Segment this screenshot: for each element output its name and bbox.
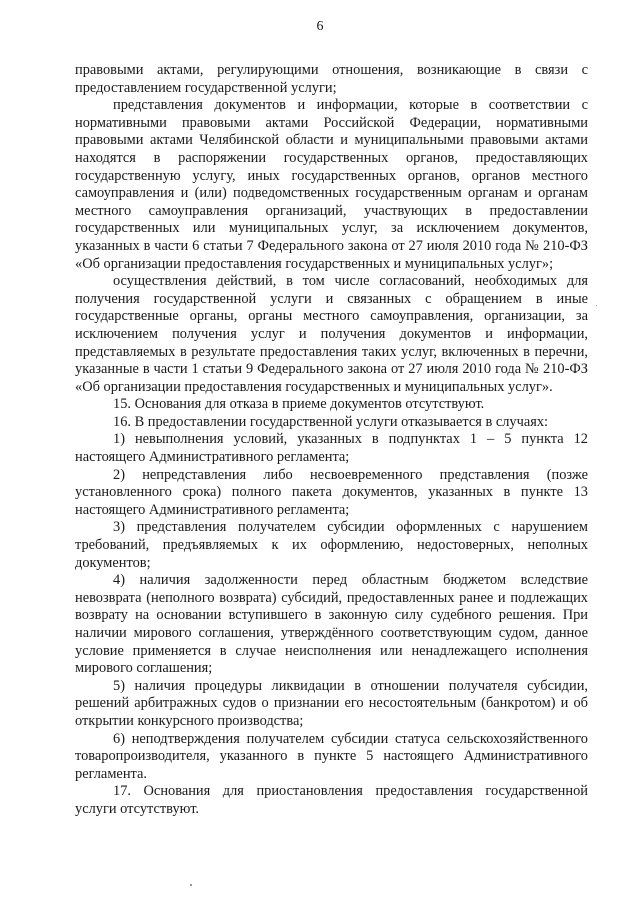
- clause-16-item-5: 5) наличия процедуры ликвидации в отношении получателя субсидии, решений арбитражных судов о признании его несостоятельным (банкротом) и об открытии конкурсного производства;: [75, 677, 588, 729]
- clause-16: 16. В предоставлении государственной услуги отказывается в случаях:: [113, 413, 549, 430]
- clause-15: 15. Основания для отказа в приеме документов отсутствуют.: [113, 396, 485, 413]
- scan-speck: [190, 884, 192, 886]
- clause-16-item-6: 6) неподтверждения получателем субсидии статуса сельскохозяйственного товаропроизводителя, указанного в пункте 5 настоящего Административного регламента.: [75, 730, 588, 782]
- paragraph-continuation: правовыми актами, регулирующими отношения, возникающие в связи с предоставлением государственной услуги;: [75, 62, 588, 96]
- document-body: [75, 62, 588, 819]
- scan-speck: [596, 305, 597, 306]
- clause-16-item-4: 4) наличия задолженности перед областным бюджетом вследствие невозврата (неполного возврата) субсидий, предоставленных ранее и подлежащих возврату на основании вступившего в законную силу судебного решения. При наличии мирового соглашения, утверждённого соответствующим судом, данное условие применяется в случае неисполнения или ненадлежащего исполнения мирового соглашения;: [75, 572, 588, 677]
- paragraph-actions-approvals: осуществления действий, в том числе согласований, необходимых для получения государственной услуги и связанных с обращением в иные государственные органы, органы местного самоуправления, организации, за исключением получения услуг и получения документов и информации, представляемых в результате предоставления таких услуг, включенных в перечни, указанные в части 1 статьи 9 Федерального закона от 27 июля 2010 года № 210-ФЗ «Об организации предоставления государственных и муниципальных услуг».: [75, 273, 588, 395]
- page-number: 6: [316, 19, 324, 34]
- paragraph-documents-information: представления документов и информации, которые в соответствии с нормативными правовыми актами Российской Федерации, нормативными правовыми актами Челябинской области и муниципальными правовыми актами находятся в распоряжении государственных органов, предоставляющих государственную услугу, иных государственных органов, органов местного самоуправления и (или) подведомственных государственным органам и органам местного самоуправления организаций, участвующих в предоставлении государственных или муниципальных услуг, за исключением документов, указанных в части 6 статьи 7 Федерального закона от 27 июля 2010 года № 210-ФЗ «Об организации предоставления государственных и муниципальных услуг»;: [75, 97, 588, 272]
- clause-16-item-2: 2) непредставления либо несвоевременного представления (позже установленного срока) полного пакета документов, указанных в пункте 13 настоящего Административного регламента;: [75, 466, 588, 518]
- clause-17: 17. Основания для приостановления предоставления государственной услуги отсутствуют.: [75, 783, 588, 817]
- clause-16-item-1: 1) невыполнения условий, указанных в подпунктах 1 – 5 пункта 12 настоящего Административного регламента;: [75, 431, 588, 466]
- clause-16-item-3: 3) представления получателем субсидии оформленных с нарушением требований, предъявляемых к их оформлению, недостоверных, неполных документов;: [75, 519, 588, 571]
